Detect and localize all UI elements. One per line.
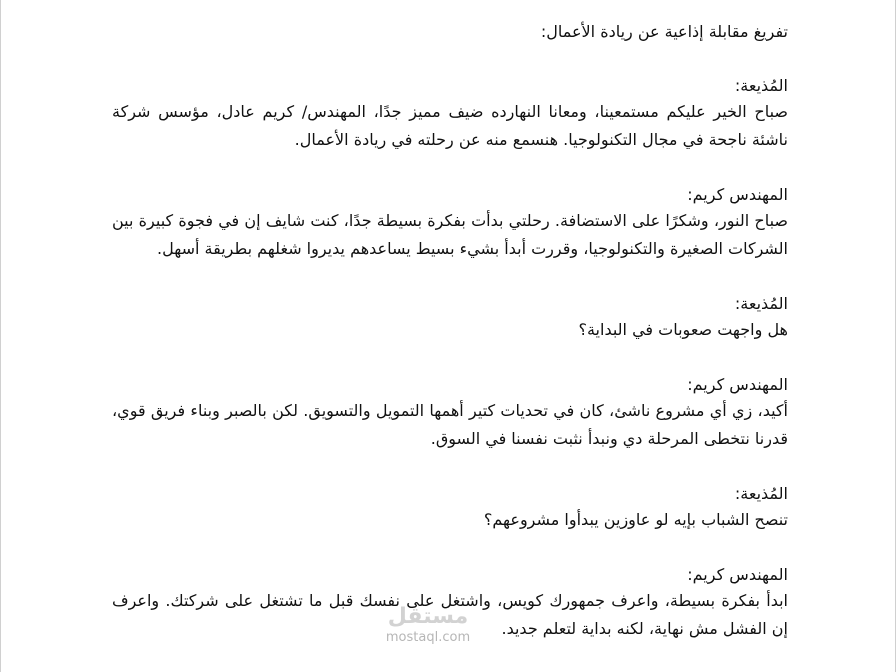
speaker-label: المهندس كريم: <box>687 375 788 394</box>
speaker-label: المُذيعة: <box>734 484 788 503</box>
speech-text: هل واجهت صعوبات في البداية؟ <box>578 320 788 339</box>
watermark-logo: مستقل <box>387 604 469 629</box>
dialogue-block-2 <box>112 183 788 263</box>
speech-text: صباح النور، وشكرًا على الاستضافة. رحلتي بدأت بفكرة بسيطة جدًا، كنت شايف إن في فجوة كبيرة بين الشركات الصغيرة والتكنولوجيا، وقررت أبدأ بشيء بسيط يساعدهم يديروا شغلهم بطريقة أسهل. <box>112 211 788 258</box>
speaker-label: المهندس كريم: <box>687 565 788 584</box>
speech-text: تنصح الشباب بإيه لو عاوزين يبدأوا مشروعهم؟ <box>483 510 788 529</box>
speech-text: أكيد، زي أي مشروع ناشئ، كان في تحديات كتير أهمها التمويل والتسويق. لكن بالصبر وبناء فريق قوي، قدرنا نتخطى المرحلة دي ونبدأ نثبت نفسنا في السوق. <box>112 401 788 448</box>
speech-text: ابدأ بفكرة بسيطة، واعرف جمهورك كويس، واشتغل على نفسك قبل ما تشتغل على شركتك. واعرف إن الفشل مش نهاية، لكنه بداية لتعلم جديد. <box>112 591 788 638</box>
document-body <box>112 20 788 672</box>
dialogue-block-5 <box>112 482 788 534</box>
speaker-label: المهندس كريم: <box>687 185 788 204</box>
dialogue-block-4 <box>112 373 788 453</box>
speaker-label: المُذيعة: <box>734 76 788 95</box>
dialogue-block-6 <box>112 563 788 643</box>
document-title: تفريغ مقابلة إذاعية عن ريادة الأعمال: <box>540 22 788 41</box>
page-left-border <box>0 0 1 672</box>
dialogue-block-1 <box>112 74 788 154</box>
speaker-label: المُذيعة: <box>734 294 788 313</box>
dialogue-block-3 <box>112 292 788 344</box>
watermark-url: mostaql.com <box>385 630 471 645</box>
speech-text: صباح الخير عليكم مستمعينا، ومعانا النهارده ضيف مميز جدًا، المهندس/ كريم عادل، مؤسس شركة ناشئة ناجحة في مجال التكنولوجيا. هنسمع منه عن رحلته في ريادة الأعمال. <box>112 102 788 149</box>
